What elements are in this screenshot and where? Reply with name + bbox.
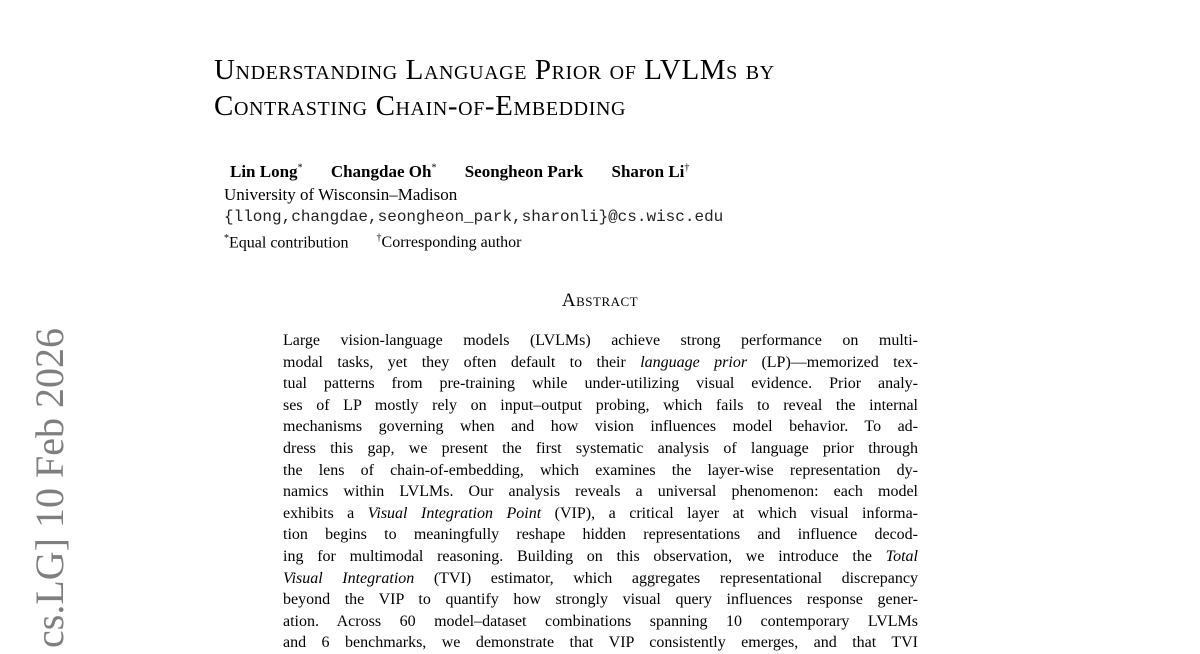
abstract-text: Large vision-language models (LVLMs) achieve strong performance on multi-: [283, 332, 918, 349]
author-mark: *: [431, 162, 437, 174]
abstract-text: exhibits a: [283, 504, 368, 522]
abstract-text: mechanisms governing when and how vision influences model behavior. To ad-: [283, 418, 918, 436]
author-notes: [224, 228, 522, 254]
abstract-emphasis: Visual Integration: [283, 569, 415, 587]
author-emails: {llong,changdae,seongheon_park,sharonli}@cs.wisc.edu: [224, 208, 724, 226]
abstract-text: ation. Across 60 model–dataset combinations spanning 10 contemporary LVLMs: [283, 612, 918, 630]
abstract-text: ing for multimodal reasoning. Building on this observation, we introduce the: [283, 547, 886, 565]
author-name: Lin Long: [230, 162, 298, 181]
abstract-line: [283, 481, 918, 503]
abstract-line: [283, 503, 918, 525]
author: [331, 162, 437, 181]
author-name: Sharon Li: [611, 162, 685, 181]
author-name: Seongheon Park: [464, 162, 584, 181]
abstract-line: [283, 611, 918, 633]
author-list: [230, 162, 713, 182]
abstract-line: [283, 589, 918, 611]
abstract-text: tual patterns from pre-training while under-utilizing visual evidence. Prior analy-: [283, 375, 918, 393]
abstract-line: [283, 330, 918, 352]
abstract-line: [283, 546, 918, 568]
abstract-line: [283, 632, 918, 654]
abstract-text: and 6 benchmarks, we demonstrate that VIP consistently emerges, and that TVI: [283, 634, 918, 652]
abstract-line: [283, 568, 918, 590]
abstract-emphasis: Total: [885, 547, 918, 565]
abstract-line: [283, 373, 918, 395]
title-line-1: Understanding Language Prior of LVLMs by: [214, 54, 775, 86]
abstract-line: [283, 352, 918, 374]
title-line-2: Contrasting Chain-of-Embedding: [214, 90, 627, 122]
abstract-emphasis: language prior: [640, 353, 748, 371]
abstract-line: [283, 524, 918, 546]
abstract-text: (TVI) estimator, which aggregates representational discrepancy: [414, 569, 919, 587]
author-mark: †: [684, 162, 690, 174]
abstract-text: namics within LVLMs. Our analysis reveals a universal phenomenon: each model: [283, 483, 918, 501]
abstract-text: tion begins to meaningfully reshape hidden representations and influence decod-: [283, 526, 918, 544]
abstract-line: [283, 395, 918, 417]
abstract-text: dress this gap, we present the first systematic analysis of language prior through: [283, 439, 918, 457]
author: [465, 162, 584, 181]
arxiv-identifier-stamp: cs.LG] 10 Feb 2026: [27, 328, 72, 648]
abstract-line: [283, 460, 918, 482]
author-mark: *: [297, 162, 303, 174]
equal-contribution-mark: *: [224, 233, 229, 244]
abstract-emphasis: Visual Integration Point: [367, 504, 542, 522]
corresponding-author-mark: †: [376, 233, 382, 244]
abstract-heading: Abstract: [561, 290, 639, 311]
abstract-line: [283, 438, 918, 460]
abstract-text: the lens of chain-of-embedding, which examines the layer-wise representation dy-: [283, 461, 918, 479]
author-name: Changdae Oh: [330, 162, 432, 181]
author: [230, 162, 303, 181]
abstract-text: modal tasks, yet they often default to their: [283, 353, 641, 371]
abstract-text: beyond the VIP to quantify how strongly visual query influences response gener-: [283, 591, 918, 609]
author: [611, 162, 689, 181]
equal-contribution-note: Equal contribution: [229, 234, 349, 252]
abstract-line: [283, 416, 918, 438]
abstract-text: (VIP), a critical layer at which visual informa-: [541, 504, 918, 522]
paper-title: [214, 52, 1114, 124]
affiliation: University of Wisconsin–Madison: [224, 185, 458, 204]
abstract-text: ses of LP mostly rely on input–output probing, which fails to reveal the internal: [283, 396, 918, 414]
abstract-text: (LP)—memorized tex-: [747, 353, 919, 371]
corresponding-author-note: Corresponding author: [381, 234, 522, 252]
abstract-body: [283, 330, 918, 654]
